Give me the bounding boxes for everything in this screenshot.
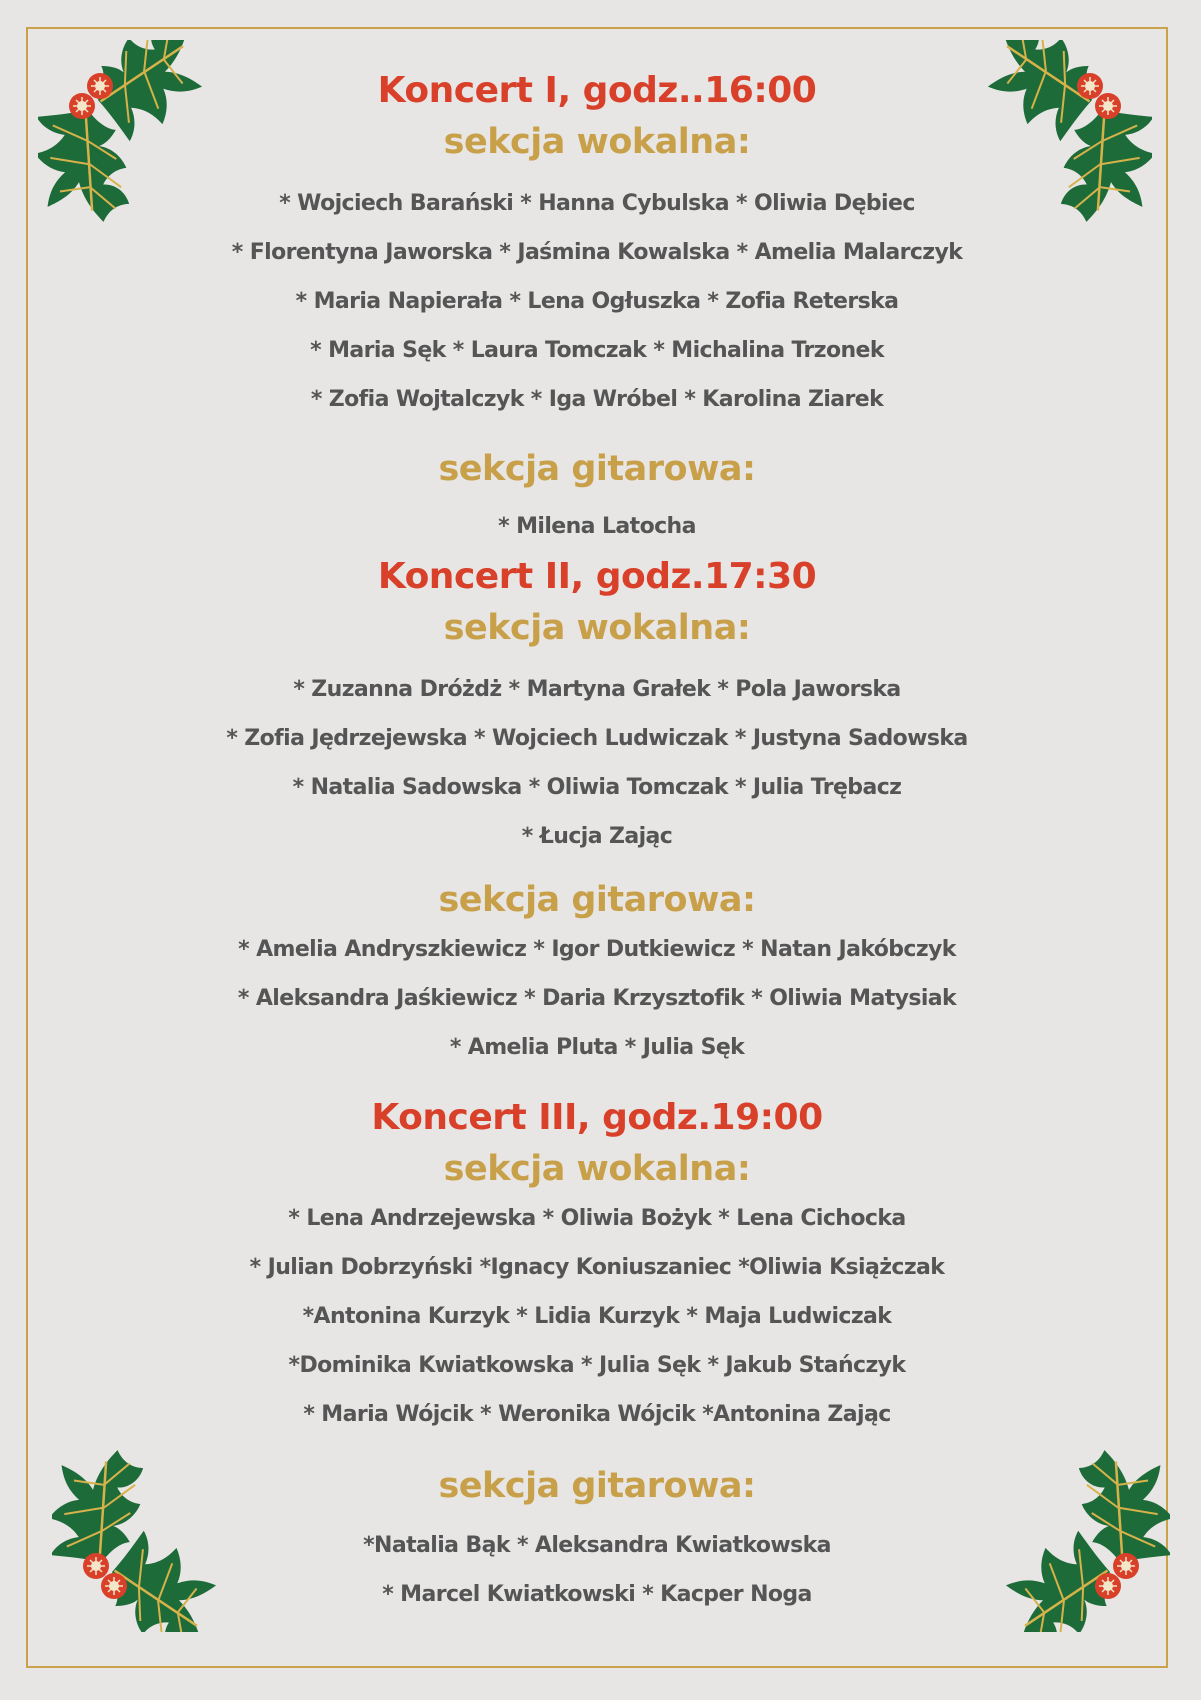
- names-line: * Julian Dobrzyński *Ignacy Koniuszaniec *Oliwia Książczak: [249, 1255, 945, 1280]
- names-line: * Wojciech Barański * Hanna Cybulska * Oliwia Dębiec: [279, 191, 915, 216]
- section-heading-guitar: sekcja gitarowa:: [438, 449, 756, 489]
- concert-1: [26, 65, 1168, 551]
- concert-title: Koncert II, godz.17:30: [377, 556, 817, 597]
- section-heading-vocal: sekcja wokalna:: [443, 608, 751, 648]
- names-line: * Maria Sęk * Laura Tomczak * Michalina Trzonek: [310, 338, 884, 363]
- names-line: * Maria Wójcik * Weronika Wójcik *Antonina Zając: [303, 1402, 891, 1427]
- names-line: * Lena Andrzejewska * Oliwia Bożyk * Lena Cichocka: [288, 1206, 906, 1231]
- concert-3: [26, 1092, 1168, 1619]
- names-line: * Zuzanna Dróżdż * Martyna Grałek * Pola Jaworska: [293, 677, 901, 702]
- section-heading-guitar: sekcja gitarowa:: [438, 880, 756, 920]
- section-heading-vocal: sekcja wokalna:: [443, 1149, 751, 1189]
- names-line: * Maria Napierała * Lena Ogłuszka * Zofia Reterska: [295, 289, 899, 314]
- names-line: * Aleksandra Jaśkiewicz * Daria Krzysztofik * Oliwia Matysiak: [237, 986, 957, 1011]
- concert-title: Koncert III, godz.19:00: [371, 1097, 823, 1138]
- names-line: * Amelia Andryszkiewicz * Igor Dutkiewicz * Natan Jakóbczyk: [238, 937, 956, 962]
- names-line: * Florentyna Jaworska * Jaśmina Kowalska * Amelia Malarczyk: [231, 240, 963, 265]
- names-line: * Natalia Sadowska * Oliwia Tomczak * Julia Trębacz: [292, 775, 902, 800]
- names-line: * Zofia Wojtalczyk * Iga Wróbel * Karolina Ziarek: [310, 387, 884, 412]
- concert-title: Koncert I, godz..16:00: [377, 70, 817, 111]
- names-line: * Milena Latocha: [498, 514, 696, 539]
- names-line: * Amelia Pluta * Julia Sęk: [449, 1035, 745, 1060]
- section-heading-vocal: sekcja wokalna:: [443, 122, 751, 162]
- names-line: *Antonina Kurzyk * Lidia Kurzyk * Maja Ludwiczak: [302, 1304, 892, 1329]
- names-line: * Łucja Zając: [521, 824, 673, 849]
- concert-2: [26, 551, 1168, 1072]
- names-line: *Dominika Kwiatkowska * Julia Sęk * Jakub Stańczyk: [288, 1353, 906, 1378]
- section-heading-guitar: sekcja gitarowa:: [438, 1466, 756, 1506]
- names-line: * Marcel Kwiatkowski * Kacper Noga: [382, 1582, 812, 1607]
- names-line: * Zofia Jędrzejewska * Wojciech Ludwiczak * Justyna Sadowska: [226, 726, 968, 751]
- concert-program: [26, 27, 1168, 1619]
- names-line: *Natalia Bąk * Aleksandra Kwiatkowska: [363, 1533, 831, 1558]
